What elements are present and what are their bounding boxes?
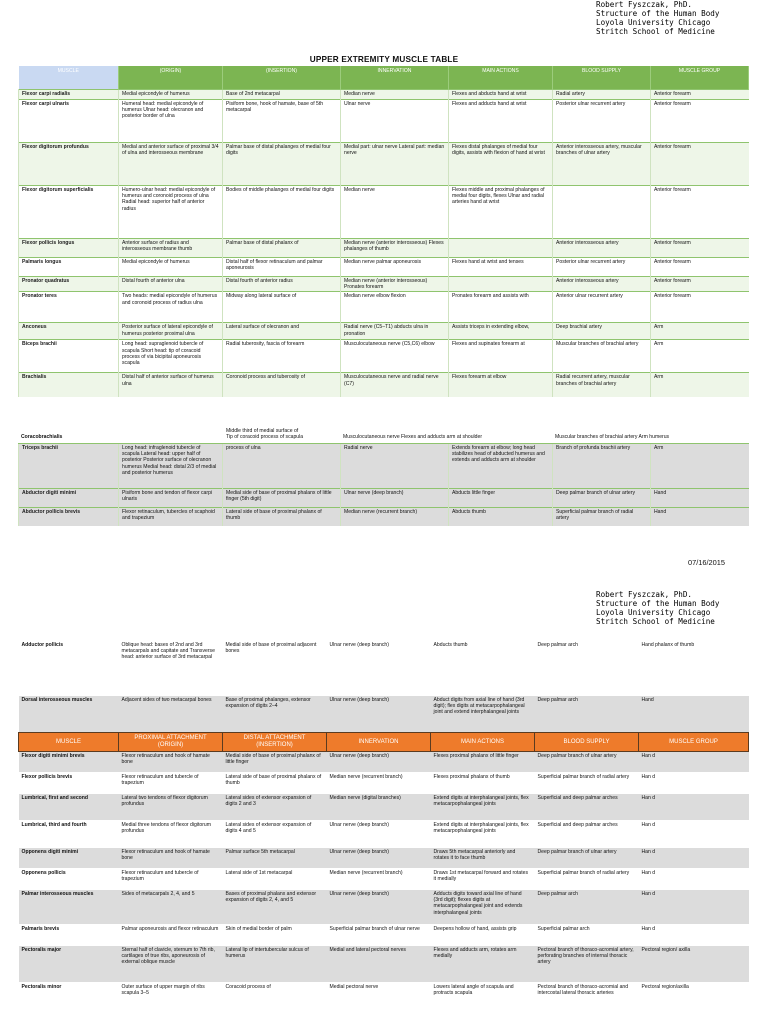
innervation-cell: Superficial palmar branch of ulnar nerve bbox=[327, 925, 431, 946]
header-muscle: MUSCLE bbox=[19, 733, 119, 752]
actions-cell: Flexes proximal phalanx of thumb bbox=[431, 773, 535, 794]
insertion-cell: Medial side of base of proximal phalanx of little finger bbox=[223, 752, 327, 773]
actions-cell: Abduct digits from axial line of hand (3rd digit); flex digits at metacarpophalangeal joint and extend interphalangeal joints bbox=[431, 696, 535, 733]
muscle-name: Coracobrachialis bbox=[18, 427, 118, 441]
table-row bbox=[19, 946, 749, 983]
muscle-name: Opponens digiti minimi bbox=[19, 848, 119, 869]
header-muscle: MUSCLE bbox=[19, 66, 119, 90]
table-row bbox=[19, 143, 749, 186]
origin-cell: Flexor retinaculum and tubercle of trapezium bbox=[119, 869, 223, 890]
origin-cell: Medial three tendons of flexor digitorum profundus bbox=[119, 821, 223, 848]
muscle-group-cell: Han d bbox=[639, 869, 749, 890]
origin-cell: Two heads: medial epicondyle of humerus and coronoid process of radius ulna bbox=[119, 292, 223, 323]
cell-text: Tip of coracoid process of scapula bbox=[226, 434, 304, 441]
table-row bbox=[19, 752, 749, 773]
muscle-name: Pronator teres bbox=[19, 292, 119, 323]
muscle-name: Flexor carpi radialis bbox=[19, 90, 119, 100]
muscle-name: Flexor pollicis longus bbox=[19, 239, 119, 258]
muscle-name: Palmaris brevis bbox=[19, 925, 119, 946]
origin-cell: Flexor retinaculum and tubercle of trapezium bbox=[119, 773, 223, 794]
muscle-group-cell: Anterior forearm bbox=[651, 258, 749, 277]
innervation-cell: Radial nerve bbox=[341, 444, 449, 489]
innervation-cell: Median nerve (recurrent branch) bbox=[327, 869, 431, 890]
muscle-group-cell: Arm bbox=[651, 373, 749, 398]
table-row bbox=[19, 373, 749, 398]
muscle-name: Palmar interosseous muscles bbox=[19, 890, 119, 925]
origin-cell: Long head: infraglenoid tubercle of scapula Lateral head: upper half of posterior Posterior surface of olecranon humerus Medial head: distal 2/3 of medial and posterior humerus bbox=[119, 444, 223, 489]
table-row bbox=[19, 292, 749, 323]
origin-cell: Sternal half of clavicle, sternum to 7th rib, cartilages of true ribs, aponeurosis of external oblique muscle bbox=[119, 946, 223, 983]
insertion-cell: Palmar base of distal phalanx of bbox=[223, 239, 341, 258]
author-line: Structure of the Human Body bbox=[596, 599, 720, 608]
insertion-cell: Base of proximal phalanges, extensor expansion of digits 2–4 bbox=[223, 696, 327, 733]
muscle-name: Flexor carpi ulnaris bbox=[19, 100, 119, 143]
blood-supply-cell: Posterior ulnar recurrent artery bbox=[553, 258, 651, 277]
innervation-cell: Radial nerve (C5–T1) abducts ulna in pronation bbox=[341, 323, 449, 340]
muscle-group-cell: Anterior forearm bbox=[651, 143, 749, 186]
innervation-cell: Median nerve (anterior interosseous) Flexes phalanges of thumb bbox=[341, 239, 449, 258]
muscle-group-cell: Anterior forearm bbox=[651, 277, 749, 292]
blood-supply-cell bbox=[553, 186, 651, 239]
muscle-group-cell: Han d bbox=[639, 890, 749, 925]
muscle-name: Flexor digitorum profundus bbox=[19, 143, 119, 186]
insertion-cell: Pisiform bone, hook of hamate, base of 5th metacarpal bbox=[223, 100, 341, 143]
origin-cell: Humeral head: medial epicondyle of humerus Ulnar head: olecranon and posterior border of ulna bbox=[119, 100, 223, 143]
blood-supply-cell: Deep palmar arch bbox=[535, 641, 639, 696]
blood-supply-cell: Pectoral branch of thoraco-acromial and intercostal lateral thoracic arteries bbox=[535, 983, 639, 1006]
table-row bbox=[19, 925, 749, 946]
table-row bbox=[19, 239, 749, 258]
table-row bbox=[19, 100, 749, 143]
insertion-cell: Radial tuberosity, fascia of forearm bbox=[223, 340, 341, 373]
table-row bbox=[19, 186, 749, 239]
origin-cell: Medial and anterior surface of proximal 3/4 of ulna and interosseous membrane bbox=[119, 143, 223, 186]
blood-supply-cell: Anterior interosseous artery bbox=[553, 277, 651, 292]
actions-cell: Deepens hollow of hand, assists grip bbox=[431, 925, 535, 946]
author-line: Loyola University Chicago bbox=[596, 18, 711, 27]
blood-supply-cell: Superficial palmar branch of radial artery bbox=[553, 508, 651, 527]
cell-text: Middle third of medial surface of bbox=[226, 428, 299, 434]
muscle-group-cell: Hand phalanx of thumb bbox=[639, 641, 749, 696]
blood-supply-cell: Radial artery bbox=[553, 90, 651, 100]
muscle-name: Flexor pollicis brevis bbox=[19, 773, 119, 794]
muscle-name: Flexor digiti minimi brevis bbox=[19, 752, 119, 773]
muscle-name: Brachialis bbox=[19, 373, 119, 398]
muscle-name: Anconeus bbox=[19, 323, 119, 340]
blood-supply-cell: Branch of profunda brachii artery bbox=[553, 444, 651, 489]
innervation-cell: Musculocutaneous nerve Flexes and adducts arm at shoulder bbox=[340, 427, 552, 441]
muscle-table-2 bbox=[18, 640, 749, 1005]
innervation-cell: Median nerve bbox=[341, 90, 449, 100]
insertion-cell: Medial side of base of proximal adjacent bones bbox=[223, 641, 327, 696]
author-line: Stritch School of Medicine bbox=[596, 617, 715, 626]
insertion-cell: Lateral surface of olecranon and bbox=[223, 323, 341, 340]
table-header bbox=[19, 733, 749, 752]
blood-supply-cell: Deep palmar arch bbox=[535, 890, 639, 925]
origin-cell: Flexor retinaculum, tubercles of scaphoid and trapezium bbox=[119, 508, 223, 527]
actions-cell: Extend digits at interphalangeal joints, flex metacarpophalangeal joints bbox=[431, 821, 535, 848]
innervation-cell: Median nerve (recurrent branch) bbox=[341, 508, 449, 527]
muscle-group-cell: Arm bbox=[651, 340, 749, 373]
table-row bbox=[19, 508, 749, 527]
blood-supply-cell: Deep palmar branch of ulnar artery bbox=[535, 848, 639, 869]
muscle-group-cell: Hand bbox=[639, 696, 749, 733]
actions-cell: Extends forearm at elbow; long head stabilizes head of abducted humerus and extends and adducts arm at shoulder bbox=[449, 444, 553, 489]
author-line: Structure of the Human Body bbox=[596, 9, 720, 18]
table-row bbox=[19, 444, 749, 489]
table-row bbox=[19, 848, 749, 869]
origin-cell: Long head: supraglenoid tubercle of scapula Short head: tip of coracoid process of via bicipital aponeurosis scapula bbox=[119, 340, 223, 373]
insertion-cell: Lateral side of base of proximal phalanx of thumb bbox=[223, 773, 327, 794]
muscle-group-cell: Anterior forearm bbox=[651, 186, 749, 239]
muscle-group-cell: Han d bbox=[639, 794, 749, 821]
header-blood-supply: BLOOD SUPPLY bbox=[535, 733, 639, 752]
origin-cell: Flexor retinaculum and hook of hamate bone bbox=[119, 848, 223, 869]
innervation-cell: Medial pectoral nerve bbox=[327, 983, 431, 1006]
table-row bbox=[19, 641, 749, 696]
actions-cell: Adducts digits toward axial line of hand (3rd digit); flexes digits at metacarpophalangeal joint and extends interphalangeal joints bbox=[431, 890, 535, 925]
muscle-group-cell: Han d bbox=[639, 848, 749, 869]
insertion-cell: Bases of proximal phalanx and extensor expansion of digits 2, 4, and 5 bbox=[223, 890, 327, 925]
actions-cell: Flexes and abducts hand at wrist bbox=[449, 90, 553, 100]
table-row bbox=[19, 696, 749, 733]
insertion-cell: Palmar surface 5th metacarpal bbox=[223, 848, 327, 869]
table-row bbox=[19, 890, 749, 925]
actions-cell: Draws 5th metacarpal anteriorly and rotates it to face thumb bbox=[431, 848, 535, 869]
innervation-cell: Median nerve (digital branches) bbox=[327, 794, 431, 821]
blood-supply-cell: Anterior interosseous artery, muscular branches of ulnar artery bbox=[553, 143, 651, 186]
muscle-group-cell: Han d bbox=[639, 773, 749, 794]
origin-cell: Anterior surface of radius and interosseous membrane thumb bbox=[119, 239, 223, 258]
muscle-group-cell: Anterior forearm bbox=[651, 100, 749, 143]
author-line: Loyola University Chicago bbox=[596, 608, 711, 617]
innervation-cell: Ulnar nerve (deep branch) bbox=[327, 821, 431, 848]
innervation-cell: Median nerve (recurrent branch) bbox=[327, 773, 431, 794]
table-row bbox=[19, 90, 749, 100]
header-muscle-group: MUSCLE GROUP bbox=[651, 66, 749, 90]
innervation-cell: Musculocutaneous nerve and radial nerve (C7) bbox=[341, 373, 449, 398]
muscle-name: Biceps brachii bbox=[19, 340, 119, 373]
table-row bbox=[19, 821, 749, 848]
insertion-cell: Distal half of flexor retinaculum and palmar aponeurosis bbox=[223, 258, 341, 277]
muscle-table-1 bbox=[18, 66, 749, 397]
actions-cell bbox=[449, 277, 553, 292]
table-row bbox=[19, 323, 749, 340]
insertion-cell: Lateral sides of extensor expansion of digits 4 and 5 bbox=[223, 821, 327, 848]
origin-cell: Oblique head: bases of 2nd and 3rd metacarpals and capitate and Transverse head: anterior surface of 3rd metacarpal bbox=[119, 641, 223, 696]
actions-cell: Abducts little finger bbox=[449, 489, 553, 508]
origin-cell: Outer surface of upper margin of ribs scapula 3–5 bbox=[119, 983, 223, 1006]
blood-supply-cell: Superficial palmar branch of radial artery bbox=[535, 773, 639, 794]
origin-cell: Pisiform bone and tendon of flexor carpi ulnaris bbox=[119, 489, 223, 508]
blood-supply-cell: Deep brachial artery bbox=[553, 323, 651, 340]
header-blood-supply: BLOOD SUPPLY bbox=[553, 66, 651, 90]
insertion-cell: Skin of medial border of palm bbox=[223, 925, 327, 946]
muscle-group-cell: Han d bbox=[639, 925, 749, 946]
origin-cell: Sides of metacarpals 2, 4, and 5 bbox=[119, 890, 223, 925]
innervation-cell: Median nerve palmar aponeurosis bbox=[341, 258, 449, 277]
muscle-name: Lumbrical, first and second bbox=[19, 794, 119, 821]
actions-cell: Abducts thumb bbox=[431, 641, 535, 696]
author-line: Stritch School of Medicine bbox=[596, 27, 715, 36]
insertion-cell: Midway along lateral surface of bbox=[223, 292, 341, 323]
muscle-name: Pectoralis major bbox=[19, 946, 119, 983]
innervation-cell: Ulnar nerve bbox=[341, 100, 449, 143]
header-origin: (ORIGIN) bbox=[119, 66, 223, 90]
insertion-cell: Palmar base of distal phalanges of medial four digits bbox=[223, 143, 341, 186]
muscle-name: Adductor pollicis bbox=[19, 641, 119, 696]
innervation-cell: Median nerve (anterior interosseous) Pronates forearm bbox=[341, 277, 449, 292]
author-block bbox=[596, 0, 719, 36]
innervation-cell: Ulnar nerve (deep branch) bbox=[341, 489, 449, 508]
innervation-cell: Ulnar nerve (deep branch) bbox=[327, 696, 431, 733]
insertion-cell: Lateral side of 1st metacarpal bbox=[223, 869, 327, 890]
actions-cell: Assists triceps in extending elbow, bbox=[449, 323, 553, 340]
muscle-name: Triceps brachii bbox=[19, 444, 119, 489]
muscle-group-cell: Hand bbox=[651, 489, 749, 508]
muscle-name: Pectoralis minor bbox=[19, 983, 119, 1006]
blood-supply-cell: Deep palmar arch bbox=[535, 696, 639, 733]
actions-cell: Extend digits at interphalangeal joints, flex metacarpophalangeal joints bbox=[431, 794, 535, 821]
muscle-name: Opponens pollicis bbox=[19, 869, 119, 890]
innervation-cell: Ulnar nerve (deep branch) bbox=[327, 890, 431, 925]
actions-cell: Draws 1st metacarpal forward and rotates it medially bbox=[431, 869, 535, 890]
origin-cell: Distal half of anterior surface of humerus ulna bbox=[119, 373, 223, 398]
insertion-cell: Coronoid process and tuberosity of bbox=[223, 373, 341, 398]
muscle-group-cell: Hand bbox=[651, 508, 749, 527]
header-innervation: INNERVATION bbox=[341, 66, 449, 90]
blood-supply-cell: Muscular branches of brachial artery bbox=[553, 340, 651, 373]
muscle-group-cell: Arm bbox=[651, 444, 749, 489]
blood-supply-cell: Superficial and deep palmar arches bbox=[535, 821, 639, 848]
actions-cell bbox=[449, 239, 553, 258]
header-origin: PROXIMAL ATTACHMENT (ORIGIN) bbox=[119, 733, 223, 752]
actions-cell: Flexes and adducts hand at wrist bbox=[449, 100, 553, 143]
table-row bbox=[19, 340, 749, 373]
muscle-group-cell: Arm bbox=[651, 323, 749, 340]
page-date: 07/16/2015 bbox=[688, 558, 725, 567]
coracobrachialis-row bbox=[18, 427, 748, 441]
muscle-name: Palmaris longus bbox=[19, 258, 119, 277]
muscle-name: Pronator quadratus bbox=[19, 277, 119, 292]
actions-cell: Flexes hand at wrist and tenses bbox=[449, 258, 553, 277]
blood-supply-cell: Anterior ulnar recurrent artery bbox=[553, 292, 651, 323]
insertion-cell: Base of 2nd metacarpal bbox=[223, 90, 341, 100]
blood-supply-cell: Superficial palmar branch of radial artery bbox=[535, 869, 639, 890]
blood-supply-cell: Deep palmar branch of ulnar artery bbox=[553, 489, 651, 508]
table-row bbox=[19, 869, 749, 890]
actions-cell: Flexes forearm at elbow bbox=[449, 373, 553, 398]
table-row bbox=[19, 277, 749, 292]
blood-supply-cell: Superficial and deep palmar arches bbox=[535, 794, 639, 821]
table-row bbox=[19, 794, 749, 821]
origin-cell: Flexor retinaculum and hook of hamate bone bbox=[119, 752, 223, 773]
origin-cell bbox=[118, 427, 340, 441]
actions-cell: Flexes middle and proximal phalanges of medial four digits, flexes Ulnar and radial arteries hand at wrist bbox=[449, 186, 553, 239]
author-line: Robert Fyszczak, PhD. bbox=[596, 590, 693, 599]
muscle-table-1-gray bbox=[18, 443, 749, 526]
origin-cell: Palmar aponeurosis and flexor retinaculum bbox=[119, 925, 223, 946]
innervation-cell: Ulnar nerve (deep branch) bbox=[327, 752, 431, 773]
muscle-name: Lumbrical, third and fourth bbox=[19, 821, 119, 848]
origin-cell: Medial epicondyle of humerus bbox=[119, 258, 223, 277]
insertion-cell: Lateral side of base of proximal phalanx of thumb bbox=[223, 508, 341, 527]
header-innervation: INNERVATION bbox=[327, 733, 431, 752]
insertion-cell: Coracoid process of bbox=[223, 983, 327, 1006]
insertion-cell: Lateral lip of intertubercular sulcus of humerus bbox=[223, 946, 327, 983]
blood-supply-cell: Radial recurrent artery, muscular branches of brachial artery bbox=[553, 373, 651, 398]
blood-supply-cell: Superficial palmar arch bbox=[535, 925, 639, 946]
muscle-name: Flexor digitorum superficialis bbox=[19, 186, 119, 239]
header-muscle-group: MUSCLE GROUP bbox=[639, 733, 749, 752]
table-row bbox=[19, 773, 749, 794]
header-actions: MAIN ACTIONS bbox=[431, 733, 535, 752]
muscle-group-cell: Pectoral region/axilla bbox=[639, 983, 749, 1006]
origin-cell: Posterior surface of lateral epicondyle of humerus posterior proximal ulna bbox=[119, 323, 223, 340]
blood-supply-cell: Deep palmar branch of ulnar artery bbox=[535, 752, 639, 773]
origin-cell: Adjacent sides of two metacarpal bones bbox=[119, 696, 223, 733]
blood-supply-cell: Anterior interosseous artery bbox=[553, 239, 651, 258]
actions-cell: Flexes and adducts arm, rotates arm medially bbox=[431, 946, 535, 983]
actions-cell: Flexes distal phalanges of medial four digits, assists with flexion of hand at wrist bbox=[449, 143, 553, 186]
insertion-cell: Bodies of middle phalanges of medial four digits bbox=[223, 186, 341, 239]
actions-cell: Abducts thumb bbox=[449, 508, 553, 527]
insertion-cell: process of ulna bbox=[223, 444, 341, 489]
innervation-cell: Medial part: ulnar nerve Lateral part: median nerve bbox=[341, 143, 449, 186]
innervation-cell: Musculocutaneous nerve (C5,C6) elbow bbox=[341, 340, 449, 373]
innervation-cell: Ulnar nerve (deep branch) bbox=[327, 848, 431, 869]
blood-supply-cell: Posterior ulnar recurrent artery bbox=[553, 100, 651, 143]
insertion-cell: Distal fourth of anterior radius bbox=[223, 277, 341, 292]
author-block bbox=[596, 590, 719, 626]
origin-cell: Humero-ulnar head: medial epicondyle of humerus and coronoid process of ulna Radial head: superior half of anterior radius bbox=[119, 186, 223, 239]
innervation-cell: Medial and lateral pectoral nerves bbox=[327, 946, 431, 983]
blood-cell: Muscular branches of brachial artery Arm humerus bbox=[552, 427, 748, 441]
blood-supply-cell: Pectoral branch of thoraco-acromial artery, perforating branches of internal thoracic artery bbox=[535, 946, 639, 983]
header-insertion: DISTAL ATTACHMENT (INSERTION) bbox=[223, 733, 327, 752]
origin-cell: Distal fourth of anterior ulna bbox=[119, 277, 223, 292]
muscle-name: Abductor pollicis brevis bbox=[19, 508, 119, 527]
muscle-group-cell: Han d bbox=[639, 752, 749, 773]
actions-cell: Lowers lateral angle of scapula and protracts scapula bbox=[431, 983, 535, 1006]
innervation-cell: Median nerve elbow flexion bbox=[341, 292, 449, 323]
muscle-group-cell: Anterior forearm bbox=[651, 239, 749, 258]
muscle-name: Abductor digiti minimi bbox=[19, 489, 119, 508]
actions-cell: Flexes and supinates forearm at bbox=[449, 340, 553, 373]
muscle-name: Dorsal interosseous muscles bbox=[19, 696, 119, 733]
muscle-group-cell: Anterior forearm bbox=[651, 90, 749, 100]
muscle-group-cell: Pectoral region/ axilla bbox=[639, 946, 749, 983]
muscle-group-cell: Han d bbox=[639, 821, 749, 848]
actions-cell: Flexes proximal phalanx of little finger bbox=[431, 752, 535, 773]
table-row bbox=[19, 489, 749, 508]
insertion-cell: Medial side of base of proximal phalanx of little finger (5th digit) bbox=[223, 489, 341, 508]
header-insertion: (INSERTION) bbox=[223, 66, 341, 90]
page-title: UPPER EXTREMITY MUSCLE TABLE bbox=[309, 55, 459, 64]
table-header bbox=[19, 66, 749, 90]
table-row bbox=[19, 983, 749, 1006]
header-actions: MAIN ACTIONS bbox=[449, 66, 553, 90]
innervation-cell: Ulnar nerve (deep branch) bbox=[327, 641, 431, 696]
origin-cell: Medial epicondyle of humerus bbox=[119, 90, 223, 100]
muscle-group-cell: Anterior forearm bbox=[651, 292, 749, 323]
innervation-cell: Median nerve bbox=[341, 186, 449, 239]
insertion-cell: Lateral sides of extensor expansion of digits 2 and 3 bbox=[223, 794, 327, 821]
origin-cell: Lateral two tendons of flexor digitorum profundus bbox=[119, 794, 223, 821]
table-row bbox=[19, 258, 749, 277]
author-line: Robert Fyszczak, PhD. bbox=[596, 0, 693, 9]
actions-cell: Pronates forearm and assists with bbox=[449, 292, 553, 323]
